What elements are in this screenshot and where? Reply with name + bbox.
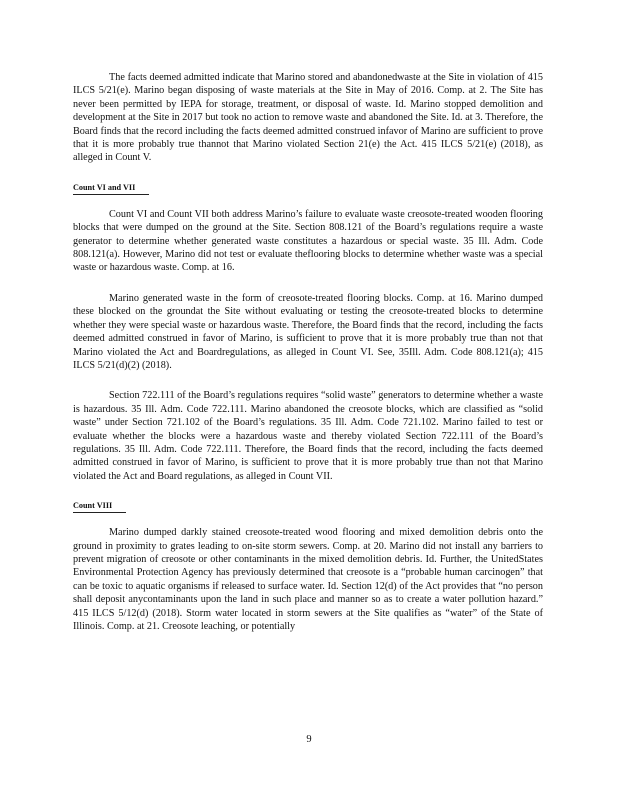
page-body	[73, 71, 543, 633]
heading-text: Count VI and VII	[73, 182, 149, 195]
paragraph-count-v: The facts deemed admitted indicate that Marino stored and abandonedwaste at the Site in violation of 415 ILCS 5/21(e). Marino began disposing of waste materials at the Site in May of 2016. Comp. at 2. The Site has never been permitted by IEPA for storage, treatment, or disposal of waste. Id. Marino stopped demolition and development at the Site in 2017 but took no action to remove waste and abandoned the Site. Id. at 3. Therefore, the Board finds that the record including the facts deemed admitted construed infavor of Marino are sufficient to prove that it is more probably true thannot that Marino violated Section 21(e) the Act. 415 ILCS 5/21(e) (2018), as alleged in Count V.	[73, 72, 543, 164]
paragraph-count-viii: Marino dumped darkly stained creosote-treated wood flooring and mixed demolition debris onto the ground in proximity to grates leading to on-site storm sewers. Comp. at 20. Marino did not install any barriers to prevent migration of creosote or other contaminants in the mixed demolition debris. Id. Further, the UnitedStates Environmental Protection Agency has previously determined that creosote is a “probable human carcinogen” that can be toxic to aquatic organisms if released to surface water. Id. Section 12(d) of the Act provides that “no person shall deposit anycontaminants upon the land in such place and manner so as to create a water pollution hazard.” 415 ILCS 5/12(d) (2018). Storm water located in storm sewers at the Site qualifies as “water” of the State of Illinois. Comp. at 21. Creosote leaching, or potentially	[73, 527, 543, 632]
page-number: 9	[306, 734, 312, 745]
paragraph-count-vi-vii-intro: Count VI and Count VII both address Marino’s failure to evaluate waste creosote-treated wooden flooring blocks that were dumped on the ground at the Site. Section 808.121 of the Board’s regulations require a waste generator to determine whether generated waste constitutes a hazardous or special waste. 35 Ill. Adm. Code 808.121(a). However, Marino did not test or evaluate theflooring blocks to determine whether waste was a special waste or hazardous waste. Comp. at 16.	[73, 208, 543, 274]
paragraph-count-vii: Section 722.111 of the Board’s regulations requires “solid waste” generators to determine whether a waste is hazardous. 35 Ill. Adm. Code 722.111. Marino abandoned the creosote blocks, which are classified as “solid waste” under Section 721.102 of the Board’s regulations. 35 Ill. Adm. Code 721.102. Marino failed to test or evaluate whether the blocks were a hazardous waste and thereby violated Section 722.111 of the Board’s regulations. 35 Ill. Adm. Code 722.111. Therefore, the Board finds that the record, including the facts deemed admitted construed in favor of Marino, is sufficient to prove that it is more probably true than not that Marino violated the Act and Board regulations, as alleged in Count VII.	[73, 390, 543, 482]
heading-text: Count VIII	[73, 500, 126, 513]
section-heading-count-viii	[73, 500, 543, 513]
section-heading-count-vi-vii	[73, 182, 543, 195]
paragraph-count-vi: Marino generated waste in the form of creosote-treated flooring blocks. Comp. at 16. Marino dumped these blocked on the groundat the Site without evaluating or testing the creosote-treated blocks to determine whether they were special waste or hazardous waste. Therefore, the Board finds that the record, including the facts deemed admitted construed in favor of Marino, is sufficient to prove that it is more probably true than not that Marino violated the Act and Boardregulations, as alleged in Count VI. See, 35Ill. Adm. Code 808.121(a); 415 ILCS 5/21(d)(2) (2018).	[73, 292, 543, 371]
